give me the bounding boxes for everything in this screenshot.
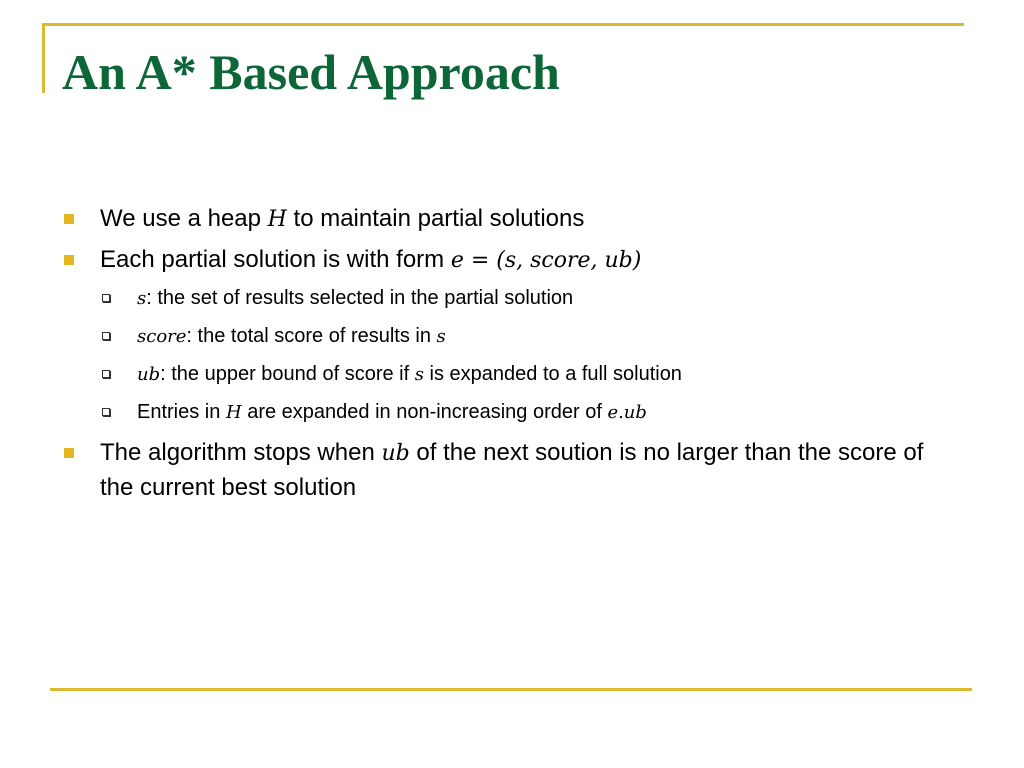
bullet-text: We use a heap [100,205,268,232]
sub-bullet-item [62,398,962,427]
bullet-item [62,436,962,505]
sub-bullet-item [62,322,962,351]
bullet-text: to maintain partial solutions [286,205,585,232]
frame-left-rule [42,23,45,93]
sub-bullet-item [62,360,962,389]
bullet-item [62,243,962,278]
math-expression: score [137,326,187,347]
bullet-text: Each partial solution is with form [100,246,451,273]
math-expression: ub [137,364,161,385]
hollow-square-bullet-icon [102,294,110,302]
hollow-square-bullet-icon [102,408,110,416]
sub-bullet-text: Entries in [137,401,226,423]
math-expression: e.ub [607,402,647,423]
bullet-item [62,202,962,237]
slide-title: An A* Based Approach [62,44,560,100]
math-expression: ub [381,441,410,466]
math-expression: s [414,364,424,385]
square-bullet-icon [64,255,74,265]
hollow-square-bullet-icon [102,370,110,378]
frame-bottom-rule [50,688,972,691]
math-expression: H [267,207,287,232]
math-expression: H [225,402,242,423]
slide-content [62,202,962,511]
math-expression: e = (s, score, ub) [450,248,642,273]
math-expression: s [436,326,446,347]
hollow-square-bullet-icon [102,332,110,340]
bullet-text: of the next soution is no larger than the score of the current best solution [100,439,924,501]
math-expression: s [137,288,147,309]
square-bullet-icon [64,448,74,458]
sub-bullet-text: : the set of results selected in the partial solution [146,287,574,309]
frame-top-rule [42,23,964,26]
square-bullet-icon [64,214,74,224]
sub-bullet-text: is expanded to a full solution [423,363,682,385]
sub-bullet-text: : the total score of results in [186,325,437,347]
sub-bullet-text: : the upper bound of score if [160,363,415,385]
sub-bullet-item [62,284,962,313]
bullet-text: The algorithm stops when [100,439,382,466]
sub-bullet-text: are expanded in non-increasing order of [241,401,608,423]
